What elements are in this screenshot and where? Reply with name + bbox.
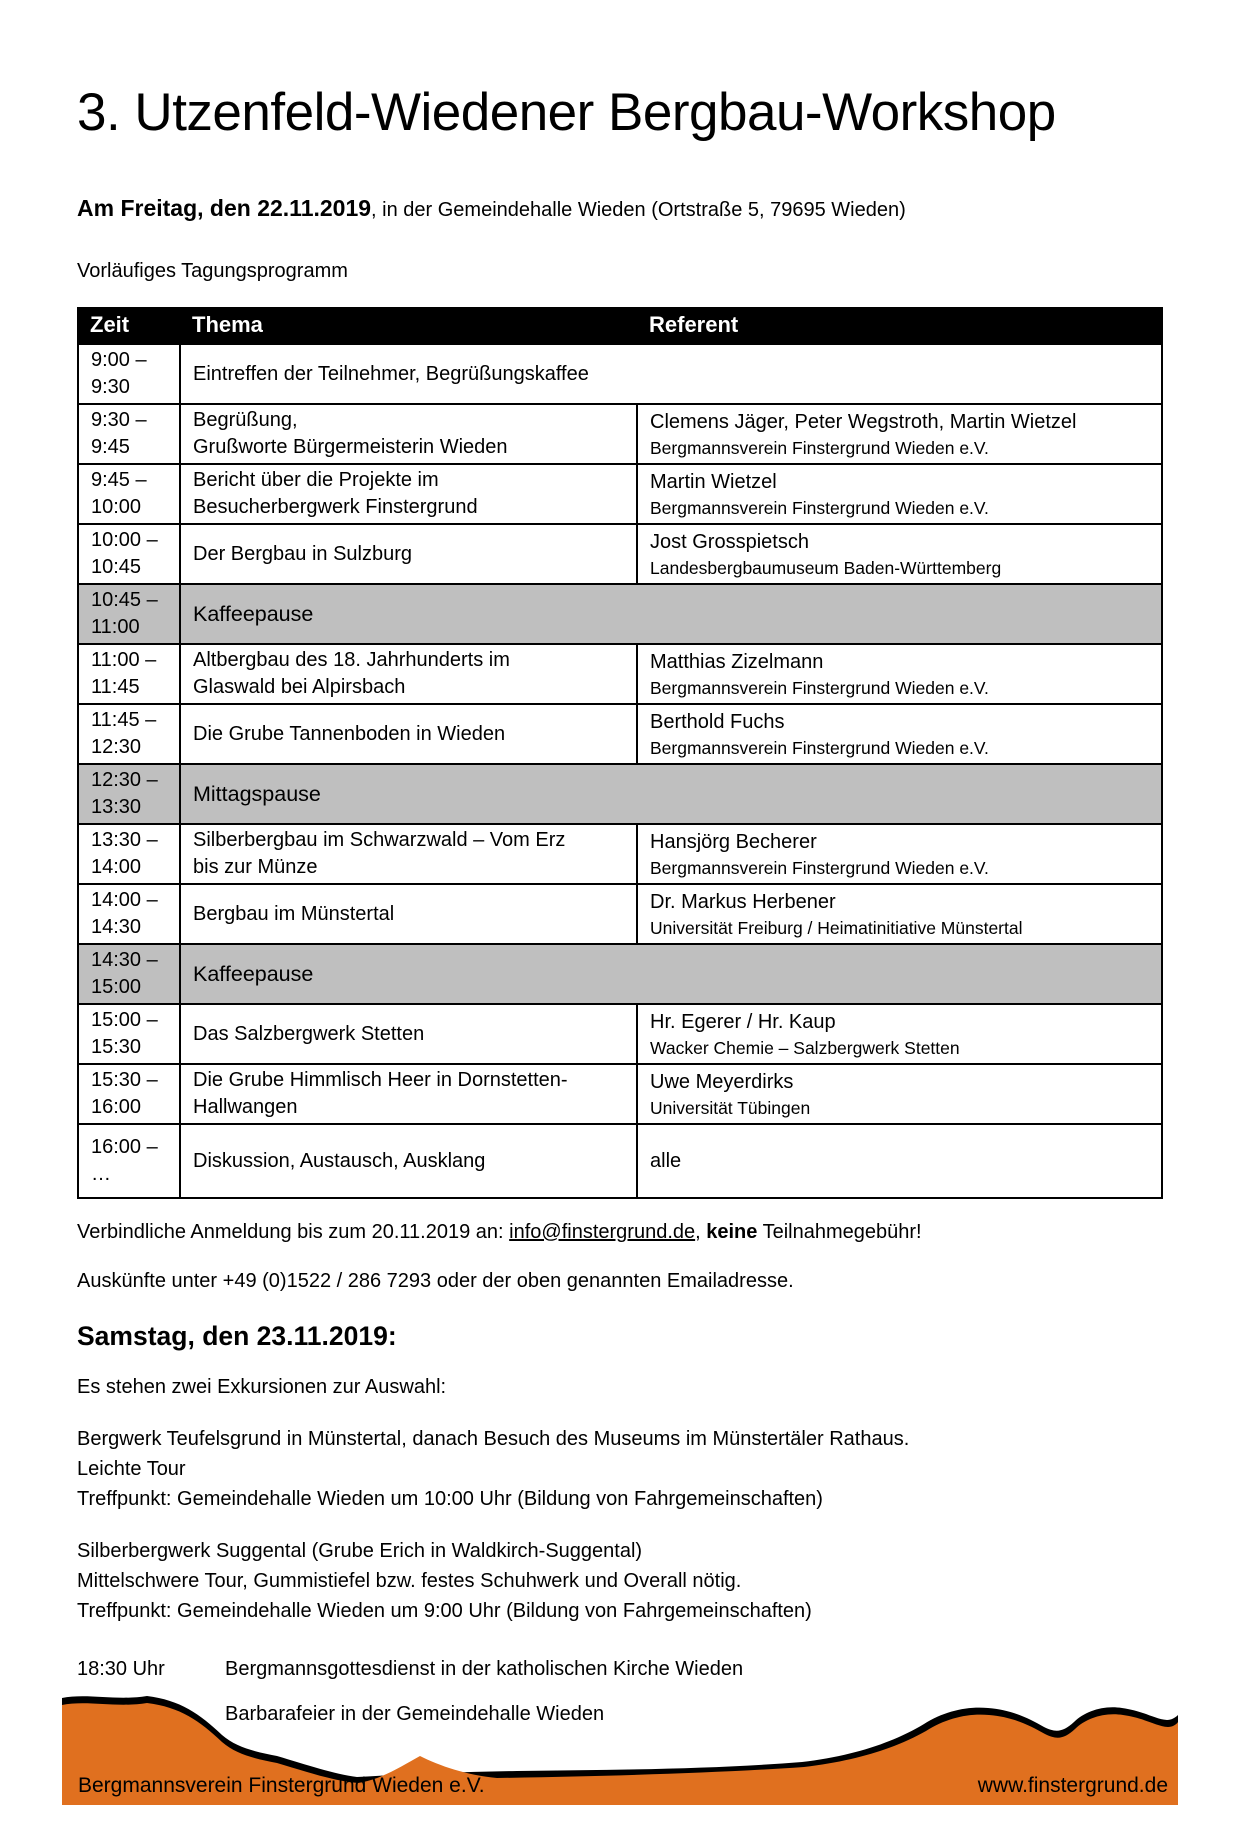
- referent-name: Jost Grosspietsch: [650, 531, 809, 553]
- event-date: Am Freitag, den 22.11.2019: [77, 195, 372, 221]
- thema-cell: [180, 1124, 637, 1198]
- time-cell: [78, 584, 180, 644]
- program-table: [77, 307, 1163, 1199]
- thema-text: Hallwangen: [193, 1096, 298, 1118]
- event-row-gottesdienst: [77, 1658, 1163, 1681]
- referent-name: alle: [650, 1150, 682, 1172]
- pause-row: [78, 764, 1162, 824]
- pause-row: [78, 584, 1162, 644]
- time-cell: [78, 1124, 180, 1198]
- thema-cell: [180, 704, 637, 764]
- event-location: , in der Gemeindehalle Wieden (Ortstraße 5, 79695 Wieden): [371, 199, 906, 221]
- referent-organization: Landesbergbaumuseum Baden-Württemberg: [650, 558, 1002, 578]
- pause-row: [78, 944, 1162, 1004]
- thema-text: Kaffeepause: [193, 961, 314, 986]
- footer-website-link[interactable]: www.finstergrund.de: [977, 1774, 1168, 1797]
- page-title: 3. Utzenfeld-Wiedener Bergbau-Workshop: [77, 83, 1056, 142]
- footer-banner: [62, 1690, 1178, 1805]
- time-text: 10:45 –: [91, 589, 158, 611]
- thema-cell: [180, 404, 637, 464]
- time-text: 16:00: [91, 1096, 142, 1118]
- time-text: 13:30: [91, 796, 142, 818]
- excursion-intro: Es stehen zwei Exkursionen zur Auswahl:: [77, 1376, 447, 1398]
- thema-text: Der Bergbau in Sulzburg: [193, 542, 413, 565]
- thema-cell: [180, 524, 637, 584]
- excursion-1: [77, 1424, 1163, 1514]
- time-text: 13:30 –: [91, 829, 158, 851]
- thema-text: Glaswald bei Alpirsbach: [193, 676, 406, 698]
- program-row: [78, 884, 1162, 944]
- thema-cell: [180, 884, 637, 944]
- program-row: [78, 404, 1162, 464]
- event-description: Bergmannsgottesdienst in der katholischen Kirche Wieden: [225, 1658, 744, 1680]
- saturday-heading: Samstag, den 23.11.2019:: [77, 1321, 397, 1351]
- event-date-line: [77, 195, 1163, 222]
- thema-cell: [180, 824, 637, 884]
- referent-organization: Bergmannsverein Finstergrund Wieden e.V.: [650, 738, 989, 758]
- referent-cell: [637, 1064, 1162, 1124]
- thema-text: bis zur Münze: [193, 856, 318, 878]
- thema-text: Silberbergbau im Schwarzwald – Vom Erz: [193, 829, 566, 851]
- registration-middle: ,: [695, 1221, 707, 1243]
- program-row: [78, 524, 1162, 584]
- program-row: [78, 1124, 1162, 1198]
- referent-organization: Bergmannsverein Finstergrund Wieden e.V.: [650, 678, 989, 698]
- column-header-thema: Thema: [180, 308, 637, 344]
- thema-text: Grußworte Bürgermeisterin Wieden: [193, 436, 508, 458]
- time-text: 9:45 –: [91, 469, 147, 491]
- time-text: 14:30 –: [91, 949, 158, 971]
- footer-organization: Bergmannsverein Finstergrund Wieden e.V.: [78, 1774, 485, 1797]
- time-text: 11:00 –: [91, 649, 157, 671]
- thema-cell: [180, 1004, 637, 1064]
- time-text: 9:00 –: [91, 349, 147, 371]
- referent-name: Dr. Markus Herbener: [650, 891, 836, 913]
- thema-text: Bericht über die Projekte im: [193, 469, 439, 491]
- thema-cell: [180, 344, 1162, 404]
- time-cell: [78, 884, 180, 944]
- referent-organization: Universität Tübingen: [650, 1098, 811, 1118]
- referent-name: Martin Wietzel: [650, 471, 777, 493]
- registration-line: [77, 1221, 1163, 1244]
- thema-text: Mittagspause: [193, 781, 321, 806]
- time-text: 9:45: [91, 436, 130, 458]
- time-cell: [78, 824, 180, 884]
- time-cell: [78, 644, 180, 704]
- time-cell: [78, 1004, 180, 1064]
- time-text: 15:00 –: [91, 1009, 158, 1031]
- time-text: 14:00: [91, 856, 142, 878]
- time-text: 10:00: [91, 496, 142, 518]
- referent-organization: Universität Freiburg / Heimatinitiative Münstertal: [650, 918, 1023, 938]
- referent-organization: Bergmannsverein Finstergrund Wieden e.V.: [650, 498, 989, 518]
- program-row: [78, 1004, 1162, 1064]
- time-text: 16:00 –: [91, 1136, 158, 1158]
- thema-text: Diskussion, Austausch, Ausklang: [193, 1149, 486, 1172]
- thema-cell: [180, 464, 637, 524]
- document-page: [0, 82, 1240, 1836]
- referent-cell: [637, 464, 1162, 524]
- event-time: 18:30 Uhr: [77, 1658, 165, 1680]
- page-content: [0, 82, 1240, 1726]
- column-header-zeit: Zeit: [78, 308, 180, 344]
- time-cell: [78, 404, 180, 464]
- program-row: [78, 824, 1162, 884]
- program-row: [78, 1064, 1162, 1124]
- time-text: 14:00 –: [91, 889, 158, 911]
- pause-label-cell: [180, 944, 1162, 1004]
- excursion-2-description: Silberbergwerk Suggental (Grube Erich in Waldkirch-Suggental): [77, 1540, 643, 1562]
- time-cell: [78, 344, 180, 404]
- time-cell: [78, 1064, 180, 1124]
- referent-name: Uwe Meyerdirks: [650, 1071, 794, 1093]
- program-table-body: [78, 344, 1162, 1198]
- email-link[interactable]: info@finstergrund.de: [509, 1221, 696, 1243]
- time-text: 11:45 –: [91, 709, 157, 731]
- referent-organization: Bergmannsverein Finstergrund Wieden e.V.: [650, 438, 989, 458]
- thema-cell: [180, 644, 637, 704]
- excursion-1-description: Bergwerk Teufelsgrund in Münstertal, danach Besuch des Museums im Münstertäler Rathaus.: [77, 1428, 910, 1450]
- time-cell: [78, 764, 180, 824]
- program-label: Vorläufiges Tagungsprogramm: [77, 260, 348, 282]
- referent-cell: [637, 644, 1162, 704]
- time-text: 15:00: [91, 976, 142, 998]
- header-row: [78, 308, 1162, 344]
- event-description: Barbarafeier in der Gemeindehalle Wieden: [225, 1703, 605, 1725]
- time-cell: [78, 704, 180, 764]
- thema-text: Das Salzbergwerk Stetten: [193, 1022, 425, 1045]
- thema-cell: [180, 1064, 637, 1124]
- time-cell: [78, 464, 180, 524]
- program-row: [78, 464, 1162, 524]
- referent-organization: Wacker Chemie – Salzbergwerk Stetten: [650, 1038, 960, 1058]
- program-table-head: [78, 308, 1162, 344]
- registration-suffix: Teilnahmegebühr!: [757, 1221, 922, 1243]
- referent-cell: [637, 1004, 1162, 1064]
- thema-text: Besucherbergwerk Finstergrund: [193, 496, 478, 518]
- referent-cell: [637, 404, 1162, 464]
- excursion-2: [77, 1536, 1163, 1626]
- referent-cell: [637, 884, 1162, 944]
- thema-text: Kaffeepause: [193, 601, 314, 626]
- contact-info-line: Auskünfte unter +49 (0)1522 / 286 7293 oder der oben genannten Emailadresse.: [77, 1270, 794, 1292]
- time-text: 11:00: [91, 616, 140, 638]
- thema-text: Die Grube Himmlisch Heer in Dornstetten-: [193, 1069, 568, 1091]
- referent-name: Hansjörg Becherer: [650, 831, 817, 853]
- thema-text: Bergbau im Münstertal: [193, 902, 395, 925]
- time-text: 12:30 –: [91, 769, 158, 791]
- registration-emphasis: keine: [706, 1221, 758, 1243]
- time-text: 15:30: [91, 1036, 142, 1058]
- excursion-1-meeting: Treffpunkt: Gemeindehalle Wieden um 10:00 Uhr (Bildung von Fahrgemeinschaften): [77, 1488, 823, 1510]
- excursion-1-difficulty: Leichte Tour: [77, 1458, 186, 1480]
- referent-cell: [637, 824, 1162, 884]
- time-text: 10:00 –: [91, 529, 158, 551]
- time-cell: [78, 524, 180, 584]
- time-text: 9:30 –: [91, 409, 147, 431]
- time-text: 11:45: [91, 676, 140, 698]
- time-text: …: [91, 1163, 111, 1185]
- referent-name: Clemens Jäger, Peter Wegstroth, Martin Wietzel: [650, 411, 1077, 433]
- excursion-2-difficulty: Mittelschwere Tour, Gummistiefel bzw. festes Schuhwerk und Overall nötig.: [77, 1570, 742, 1592]
- registration-prefix: Verbindliche Anmeldung bis zum 20.11.2019 an:: [77, 1221, 510, 1243]
- referent-organization: Bergmannsverein Finstergrund Wieden e.V.: [650, 858, 989, 878]
- time-text: 14:30: [91, 916, 142, 938]
- column-header-referent: Referent: [637, 308, 1162, 344]
- thema-text: Altbergbau des 18. Jahrhunderts im: [193, 649, 510, 671]
- thema-text: Die Grube Tannenboden in Wieden: [193, 722, 506, 745]
- pause-label-cell: [180, 584, 1162, 644]
- thema-text: Begrüßung,: [193, 409, 298, 431]
- program-row: [78, 644, 1162, 704]
- excursion-2-meeting: Treffpunkt: Gemeindehalle Wieden um 9:00 Uhr (Bildung von Fahrgemeinschaften): [77, 1600, 812, 1622]
- referent-cell: [637, 704, 1162, 764]
- referent-name: Hr. Egerer / Hr. Kaup: [650, 1011, 836, 1033]
- referent-cell: [637, 524, 1162, 584]
- pause-label-cell: [180, 764, 1162, 824]
- time-text: 9:30: [91, 376, 130, 398]
- referent-name: Berthold Fuchs: [650, 711, 785, 733]
- time-text: 15:30 –: [91, 1069, 158, 1091]
- time-text: 10:45: [91, 556, 142, 578]
- thema-text: Eintreffen der Teilnehmer, Begrüßungskaffee: [193, 362, 589, 385]
- program-row: [78, 704, 1162, 764]
- program-row: [78, 344, 1162, 404]
- referent-name: Matthias Zizelmann: [650, 651, 824, 673]
- time-cell: [78, 944, 180, 1004]
- time-text: 12:30: [91, 736, 142, 758]
- referent-cell: [637, 1124, 1162, 1198]
